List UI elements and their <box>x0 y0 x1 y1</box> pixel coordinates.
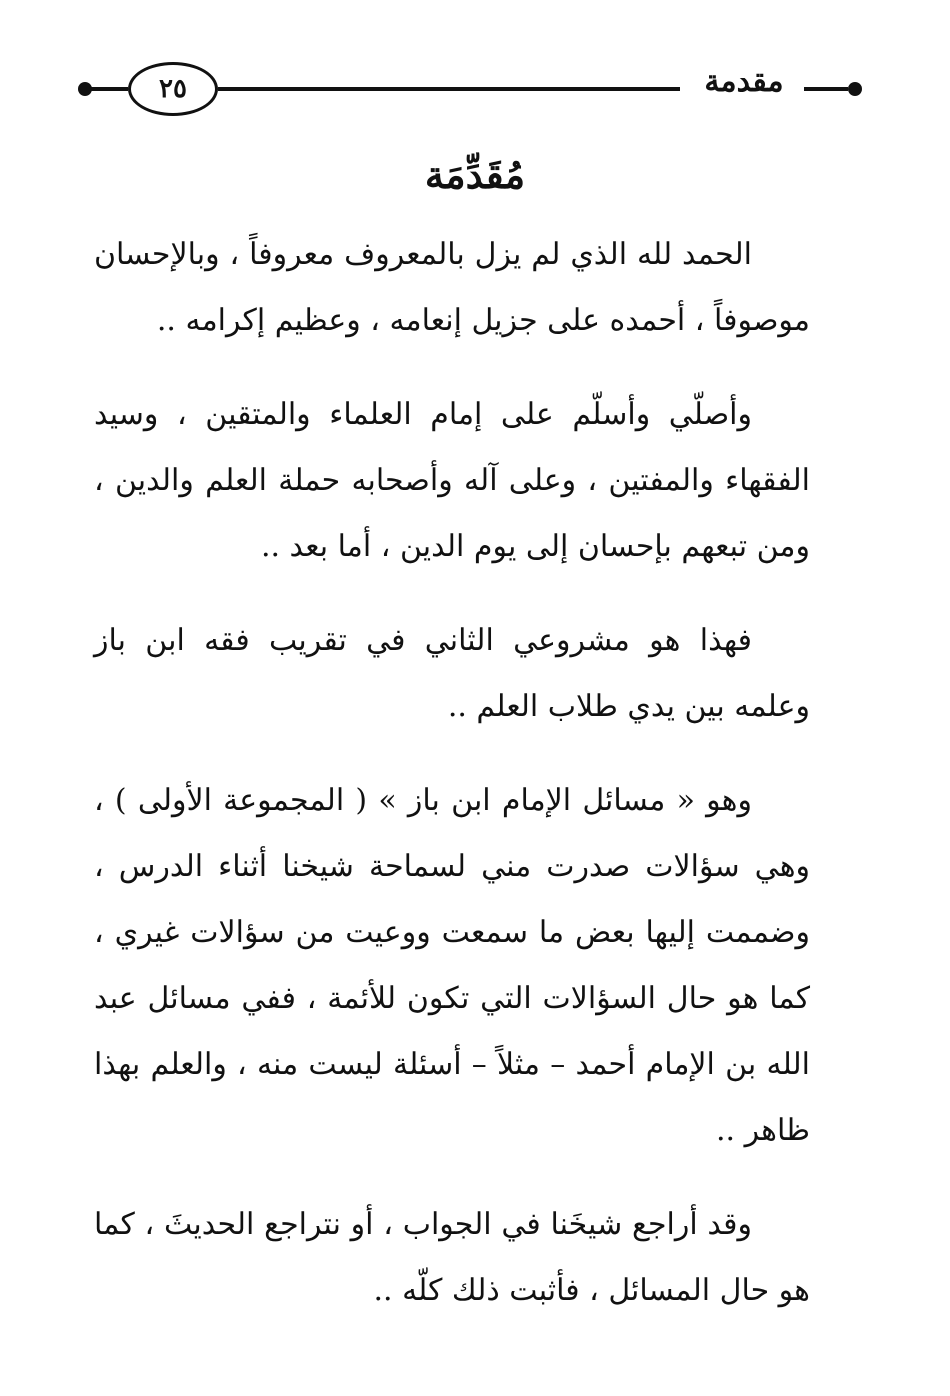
rule-end-dot <box>848 82 862 96</box>
running-head: مقدمة <box>704 64 784 99</box>
paragraph: الحمد لله الذي لم يزل بالمعروف معروفاً ، وبالإحسان موصوفاً ، أحمده على جزيل إنعامه ، وعظيم إكرامه .. <box>94 237 810 338</box>
header-rule <box>82 87 128 91</box>
header-rule <box>804 87 848 91</box>
body-text <box>94 222 810 1352</box>
paragraph: وأصلّي وأسلّم على إمام العلماء والمتقين ، وسيد الفقهاء والمفتين ، وعلى آله وأصحابه حملة العلم والدين ، ومن تبعهم بإحسان إلى يوم الدين ، أما بعد .. <box>94 397 810 564</box>
paragraph: فهذا هو مشروعي الثاني في تقريب فقه ابن باز وعلمه بين يدي طلاب العلم .. <box>94 623 810 724</box>
section-heading: مُقَدِّمَة <box>424 152 526 197</box>
paragraph: وهو « مسائل الإمام ابن باز » ( المجموعة الأولى ) ، وهي سؤالات صدرت مني لسماحة شيخنا أثناء الدرس ، وضممت إليها بعض ما سمعت ووعيت من سؤالات غيري ، كما هو حال السؤالات التي تكون للأئمة ، ففي مسائل عبد الله بن الإمام أحمد – مثلاً – أسئلة ليست منه ، والعلم بهذا ظاهر .. <box>94 783 810 1148</box>
paragraph: وقد أراجع شيخَنا في الجواب ، أو نتراجع الحديثَ ، كما هو حال المسائل ، فأثبت ذلك كلّه .. <box>94 1207 810 1308</box>
page-number: ٢٥ <box>128 62 218 116</box>
page-header <box>78 58 866 118</box>
header-rule <box>218 87 680 91</box>
